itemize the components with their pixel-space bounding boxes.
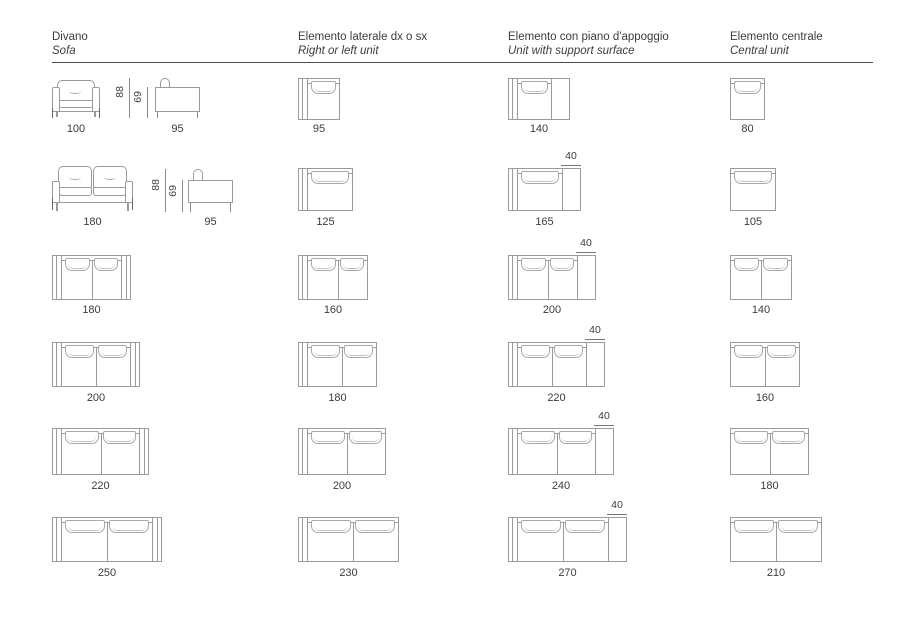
width-label: 270 — [558, 567, 577, 579]
left-armrest — [52, 181, 60, 203]
left-foot — [56, 203, 58, 211]
seat-cushion — [734, 431, 768, 444]
central-unit-top-view — [730, 342, 800, 387]
seat-divider — [548, 260, 549, 299]
seat-cushion — [349, 431, 383, 444]
seat-cushion — [94, 258, 119, 271]
header-divider-line — [52, 62, 873, 63]
width-label: 140 — [529, 123, 549, 135]
seat-cushion — [93, 187, 126, 196]
back-cushion — [58, 166, 92, 188]
width-label: 180 — [83, 216, 102, 228]
arm-height-label: 69 — [167, 185, 179, 197]
width-label: 250 — [97, 567, 117, 579]
seat-cushion — [355, 520, 395, 533]
seat-cushion — [311, 171, 349, 184]
lateral-unit-top-view — [298, 342, 377, 387]
arm-height-dimension-line — [182, 180, 183, 212]
arm-height-label: 69 — [132, 91, 144, 103]
support-surface — [551, 79, 569, 119]
support-unit-top-view — [508, 168, 581, 211]
right-foot — [94, 112, 96, 117]
seat-cushion — [103, 431, 137, 444]
dimension-tick — [52, 198, 53, 210]
seat-cushion — [311, 81, 336, 94]
lateral-unit-top-view — [298, 255, 368, 300]
seat-divider — [107, 522, 108, 561]
seat-divider — [776, 522, 777, 561]
seat-cushion — [565, 520, 605, 533]
seat-cushion — [65, 258, 90, 271]
column-title-english: Right or left unit — [298, 45, 379, 57]
dimension-tick — [132, 198, 133, 210]
seat-cushion — [65, 520, 105, 533]
left-armrest — [52, 87, 60, 112]
lateral-unit-top-view — [298, 428, 386, 475]
total-height-dimension-line — [165, 169, 166, 212]
seat-cushion — [521, 81, 548, 94]
seat-divider — [353, 522, 354, 561]
central-unit-top-view — [730, 78, 765, 120]
right-armrest — [121, 256, 127, 299]
width-label: 200 — [542, 304, 562, 316]
seat-cushion — [311, 431, 345, 444]
seat-divider — [96, 347, 97, 386]
right-foot — [127, 203, 129, 211]
lateral-unit-top-view — [298, 517, 399, 562]
total-height-label: 88 — [150, 179, 162, 191]
surface-width-label: 40 — [607, 499, 627, 515]
seat-cushion — [98, 345, 127, 358]
support-unit-top-view — [508, 78, 570, 120]
width-label: 160 — [755, 392, 775, 404]
depth-label: 95 — [204, 216, 217, 228]
seat-cushion — [734, 345, 763, 358]
seat-divider — [557, 433, 558, 474]
seat-cushion — [65, 431, 99, 444]
column-title-italian: Elemento centrale — [730, 31, 823, 43]
left-foot — [56, 112, 58, 117]
seat-cushion — [521, 520, 561, 533]
seat-cushion — [767, 345, 796, 358]
width-label: 100 — [66, 123, 86, 135]
column-title-english: Unit with support surface — [508, 45, 635, 57]
width-label: 180 — [328, 392, 347, 404]
column-header-support-unit — [508, 30, 738, 58]
seat-cushion — [344, 345, 373, 358]
width-label: 165 — [535, 216, 554, 228]
back-leg — [230, 203, 231, 212]
width-label: 180 — [82, 304, 101, 316]
central-unit-top-view — [730, 428, 809, 475]
seat-cushion — [772, 431, 806, 444]
width-label: 105 — [743, 216, 763, 228]
width-label: 210 — [766, 567, 786, 579]
seat-cushion — [763, 258, 788, 271]
support-surface — [577, 256, 595, 299]
width-label: 95 — [312, 123, 326, 135]
dimension-tick — [52, 108, 53, 118]
support-unit-top-view — [508, 517, 627, 562]
seat-divider — [101, 433, 102, 474]
back-cushion — [57, 80, 95, 101]
sofa-top-view — [52, 428, 149, 475]
column-header-lateral-unit — [298, 30, 528, 58]
surface-width-label: 40 — [594, 410, 614, 426]
seat-cushion — [521, 171, 559, 184]
seat-cushion — [734, 171, 772, 184]
seat-divider — [552, 347, 553, 386]
front-leg — [157, 112, 158, 118]
width-label: 200 — [332, 480, 352, 492]
column-title-english: Sofa — [52, 45, 76, 57]
sofa-side-view — [188, 169, 233, 212]
width-label: 160 — [323, 304, 343, 316]
column-title-english: Central unit — [730, 45, 789, 57]
right-armrest — [130, 343, 136, 386]
surface-width-label: 40 — [585, 324, 605, 340]
seat-cushion — [109, 520, 149, 533]
right-armrest — [139, 429, 145, 474]
back-cushion — [93, 166, 127, 188]
width-label: 140 — [751, 304, 771, 316]
support-surface — [586, 343, 604, 386]
depth-label: 95 — [171, 123, 184, 135]
total-height-label: 88 — [114, 86, 126, 98]
sofa-top-view — [52, 342, 140, 387]
central-unit-top-view — [730, 168, 776, 211]
side-body — [155, 87, 200, 112]
total-height-dimension-line — [129, 78, 130, 118]
seat-cushion — [521, 258, 546, 271]
seat-cushion — [734, 520, 774, 533]
seat-cushion — [65, 345, 94, 358]
seat-cushion — [554, 345, 583, 358]
column-title-italian: Elemento laterale dx o sx — [298, 31, 428, 43]
sofa-top-view — [52, 255, 131, 300]
central-unit-top-view — [730, 255, 792, 300]
seat-divider — [563, 522, 564, 561]
seat-divider — [765, 347, 766, 386]
seat-divider — [770, 433, 771, 474]
seat-cushion — [521, 345, 550, 358]
surface-width-label: 40 — [561, 150, 581, 166]
support-unit-top-view — [508, 255, 596, 300]
width-label: 220 — [547, 392, 566, 404]
column-header-central-unit — [730, 30, 915, 58]
seat-cushion — [734, 258, 759, 271]
armchair-side-view — [155, 78, 200, 118]
support-surface — [595, 429, 613, 474]
surface-width-label: 40 — [576, 237, 596, 253]
seat-divider — [342, 347, 343, 386]
support-surface — [608, 518, 626, 561]
seat-cushion — [778, 520, 818, 533]
seat-cushion — [311, 345, 340, 358]
base-line — [53, 111, 99, 112]
arm-height-dimension-line — [147, 87, 148, 118]
column-title-italian: Divano — [52, 31, 88, 43]
side-body — [188, 180, 233, 203]
armchair-front-view — [52, 80, 100, 118]
seat-cushion — [340, 258, 365, 271]
dimension-tick — [99, 108, 100, 118]
column-header-sofa — [52, 30, 282, 58]
seat-cushion — [311, 258, 336, 271]
sofa-front-view — [52, 166, 133, 212]
seat-cushion — [59, 187, 92, 196]
width-label: 200 — [86, 392, 106, 404]
front-leg — [190, 203, 191, 212]
width-label: 220 — [91, 480, 110, 492]
width-label: 80 — [741, 123, 754, 135]
width-label: 125 — [316, 216, 335, 228]
seat-divider — [761, 260, 762, 299]
support-surface — [562, 169, 580, 210]
seat-cushion — [521, 431, 555, 444]
seat-cushion — [58, 100, 94, 108]
lateral-unit-top-view — [298, 78, 340, 120]
column-title-italian: Elemento con piano d'appoggio — [508, 31, 669, 43]
support-unit-top-view — [508, 428, 614, 475]
width-label: 180 — [760, 480, 779, 492]
support-unit-top-view — [508, 342, 605, 387]
seat-divider — [92, 260, 93, 299]
width-label: 240 — [551, 480, 571, 492]
seat-cushion — [311, 520, 351, 533]
seat-cushion — [734, 81, 761, 94]
sofa-top-view — [52, 517, 162, 562]
central-unit-top-view — [730, 517, 822, 562]
seat-cushion — [559, 431, 593, 444]
base-line — [53, 202, 132, 203]
lateral-unit-top-view — [298, 168, 353, 211]
seat-divider — [347, 433, 348, 474]
seat-divider — [338, 260, 339, 299]
width-label: 230 — [339, 567, 358, 579]
seat-cushion — [550, 258, 575, 271]
back-leg — [197, 112, 198, 118]
right-armrest — [152, 518, 158, 561]
